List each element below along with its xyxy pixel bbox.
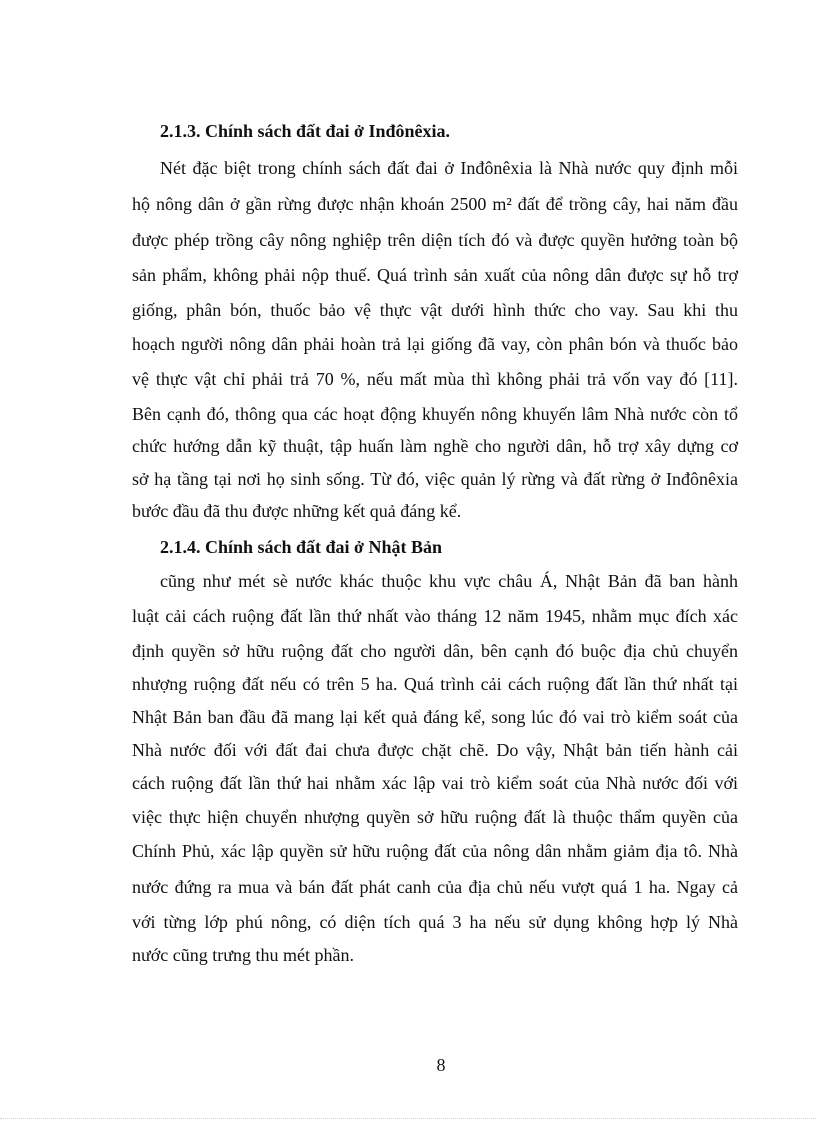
paragraph-line: với từng lớp phú nông, có diện tích quá 3 ha nếu sử dụng không hợp lý Nhà	[132, 912, 738, 932]
paragraph-line: chức hướng dẫn kỹ thuật, tập huấn làm nghề cho người dân, hỗ trợ xây dựng cơ	[132, 436, 738, 456]
paragraph-line: Chính Phủ, xác lập quyền sử hữu ruộng đất của nông dân nhằm giảm địa tô. Nhà	[132, 841, 738, 861]
paragraph-line: Bên cạnh đó, thông qua các hoạt động khuyến nông khuyến lâm Nhà nước còn tổ	[132, 404, 738, 424]
paragraph-line: cũng như mét sè nước khác thuộc khu vực châu Á, Nhật Bản đã ban hành	[160, 571, 738, 591]
footer-divider	[0, 1118, 816, 1119]
paragraph-line: giống, phân bón, thuốc bảo vệ thực vật dưới hình thức cho vay. Sau khi thu	[132, 300, 738, 320]
paragraph-line: nước đứng ra mua và bán đất phát canh của địa chủ nếu vượt quá 1 ha. Ngay cả	[132, 877, 738, 897]
paragraph-line: nhượng ruộng đất nếu có trên 5 ha. Quá trình cải cách ruộng đất lần thứ nhất tại	[132, 674, 738, 694]
section-heading: 2.1.4. Chính sách đất đai ở Nhật Bản	[160, 537, 443, 557]
paragraph-line: Nhà nước đối với đất đai chưa được chặt chẽ. Do vậy, Nhật bản tiến hành cải	[132, 740, 738, 760]
paragraph-line: định quyền sở hữu ruộng đất cho người dân, bên cạnh đó buộc địa chủ chuyển	[132, 641, 738, 661]
paragraph-line: được phép trồng cây nông nghiệp trên diện tích đó và được quyền hưởng toàn bộ	[132, 230, 738, 250]
paragraph-line: cách ruộng đất lần thứ hai nhằm xác lập vai trò kiểm soát của Nhà nước đối với	[132, 773, 738, 793]
paragraph-line: hoạch người nông dân phải hoàn trả lại giống đã vay, còn phân bón và thuốc bảo	[132, 334, 738, 354]
paragraph-line: bước đầu đã thu được những kết quả đáng kể.	[132, 501, 462, 521]
paragraph-line: vệ thực vật chỉ phải trả 70 %, nếu mất mùa thì không phải trả vốn vay đó [11].	[132, 369, 738, 389]
paragraph-line: luật cải cách ruộng đất lần thứ nhất vào tháng 12 năm 1945, nhằm mục đích xác	[132, 606, 738, 626]
paragraph-line: sản phẩm, không phải nộp thuế. Quá trình sản xuất của nông dân được sự hỗ trợ	[132, 265, 738, 285]
paragraph-line: nước cũng trưng thu mét phần.	[132, 945, 354, 965]
paragraph-line: Nhật Bản ban đầu đã mang lại kết quả đáng kể, song lúc đó vai trò kiểm soát của	[132, 707, 738, 727]
page-number: 8	[436, 1055, 446, 1075]
paragraph-line: hộ nông dân ở gần rừng được nhận khoán 2500 m² đất để trồng cây, hai năm đầu	[132, 194, 738, 214]
paragraph-line: Nét đặc biệt trong chính sách đất đai ở Inđônêxia là Nhà nước quy định mỗi	[160, 158, 738, 178]
paragraph-line: sở hạ tầng tại nơi họ sinh sống. Từ đó, việc quản lý rừng và đất rừng ở Inđônêxia	[132, 469, 738, 489]
paragraph-line: việc thực hiện chuyển nhượng quyền sở hữu ruộng đất là thuộc thẩm quyền của	[132, 807, 738, 827]
section-heading: 2.1.3. Chính sách đất đai ở Inđônêxia.	[160, 121, 451, 141]
